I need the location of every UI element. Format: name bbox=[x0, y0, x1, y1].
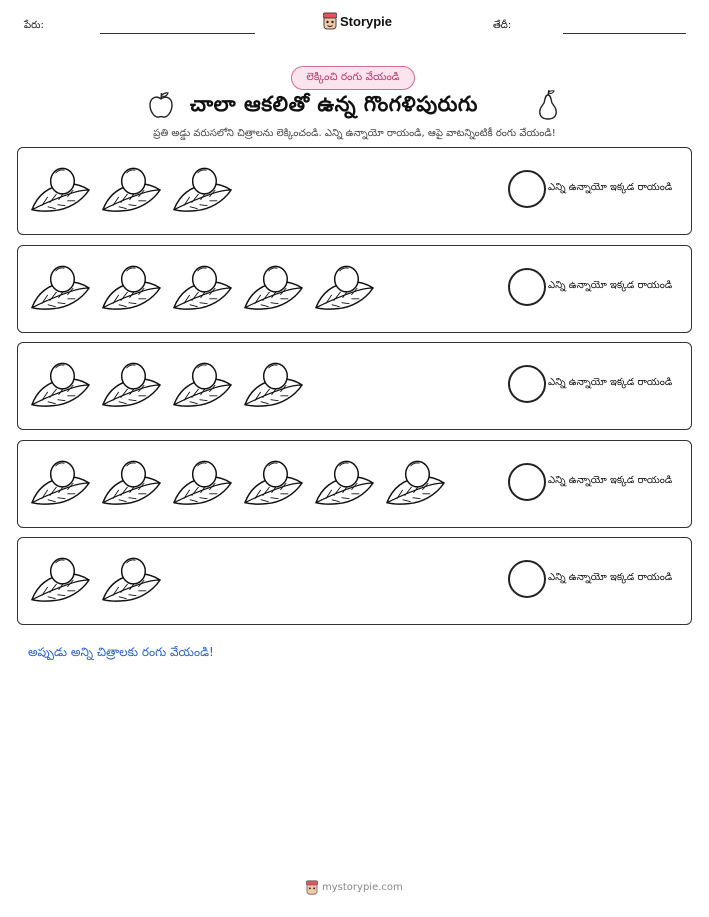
item-group bbox=[30, 457, 446, 507]
egg-on-leaf-icon bbox=[101, 457, 162, 507]
egg-on-leaf-icon bbox=[243, 359, 304, 409]
name-label: పేరు: bbox=[24, 20, 44, 31]
name-field[interactable] bbox=[100, 33, 255, 34]
brand-name: Storypie bbox=[340, 13, 393, 29]
answer-label: ఎన్ని ఉన్నాయో ఇక్కడ రాయండి bbox=[548, 475, 673, 486]
date-label: తేదీ: bbox=[493, 20, 512, 31]
counting-row-1 bbox=[17, 147, 692, 235]
answer-circle[interactable] bbox=[508, 463, 546, 501]
counting-row-5 bbox=[17, 537, 692, 625]
counting-row-2 bbox=[17, 245, 692, 333]
egg-on-leaf-icon bbox=[30, 164, 91, 214]
item-group bbox=[30, 262, 375, 312]
apple-icon bbox=[148, 91, 174, 119]
egg-on-leaf-icon bbox=[101, 164, 162, 214]
answer-circle[interactable] bbox=[508, 170, 546, 208]
answer-label: ఎన్ని ఉన్నాయో ఇక్కడ రాయండి bbox=[548, 280, 673, 291]
page-title: చాలా ఆకలితో ఉన్న గొంగళిపురుగు bbox=[190, 92, 478, 116]
date-field[interactable] bbox=[563, 33, 686, 34]
egg-on-leaf-icon bbox=[243, 262, 304, 312]
egg-on-leaf-icon bbox=[385, 457, 446, 507]
answer-label: ఎన్ని ఉన్నాయో ఇక్కడ రాయండి bbox=[548, 572, 673, 583]
item-group bbox=[30, 164, 233, 214]
storypie-logo-icon bbox=[306, 880, 318, 895]
egg-on-leaf-icon bbox=[30, 457, 91, 507]
answer-circle[interactable] bbox=[508, 365, 546, 403]
egg-on-leaf-icon bbox=[101, 554, 162, 604]
egg-on-leaf-icon bbox=[243, 457, 304, 507]
instructions: ప్రతి అడ్డు వరుసలోని చిత్రాలను లెక్కించండి. ఎన్ని ఉన్నాయో రాయండి, ఆపై వాటన్నింటికీ రంగు వేయండి! bbox=[153, 128, 556, 139]
brand-logo bbox=[323, 12, 392, 30]
egg-on-leaf-icon bbox=[314, 457, 375, 507]
egg-on-leaf-icon bbox=[172, 457, 233, 507]
counting-row-3 bbox=[17, 342, 692, 430]
egg-on-leaf-icon bbox=[30, 554, 91, 604]
egg-on-leaf-icon bbox=[101, 262, 162, 312]
egg-on-leaf-icon bbox=[30, 262, 91, 312]
counting-row-4 bbox=[17, 440, 692, 528]
egg-on-leaf-icon bbox=[314, 262, 375, 312]
activity-badge: లెక్కించి రంగు వేయండి bbox=[291, 66, 415, 90]
site-url: mystorypie.com bbox=[322, 882, 403, 893]
site-credit bbox=[306, 880, 403, 895]
storypie-logo-icon bbox=[323, 12, 337, 30]
egg-on-leaf-icon bbox=[172, 359, 233, 409]
egg-on-leaf-icon bbox=[172, 164, 233, 214]
answer-circle[interactable] bbox=[508, 560, 546, 598]
item-group bbox=[30, 554, 162, 604]
footer-message: అప్పుడు అన్ని చిత్రాలకు రంగు వేయండి! bbox=[28, 645, 214, 659]
egg-on-leaf-icon bbox=[172, 262, 233, 312]
answer-circle[interactable] bbox=[508, 268, 546, 306]
answer-label: ఎన్ని ఉన్నాయో ఇక్కడ రాయండి bbox=[548, 377, 673, 388]
answer-label: ఎన్ని ఉన్నాయో ఇక్కడ రాయండి bbox=[548, 182, 673, 193]
pear-icon bbox=[537, 89, 559, 121]
egg-on-leaf-icon bbox=[30, 359, 91, 409]
egg-on-leaf-icon bbox=[101, 359, 162, 409]
item-group bbox=[30, 359, 304, 409]
